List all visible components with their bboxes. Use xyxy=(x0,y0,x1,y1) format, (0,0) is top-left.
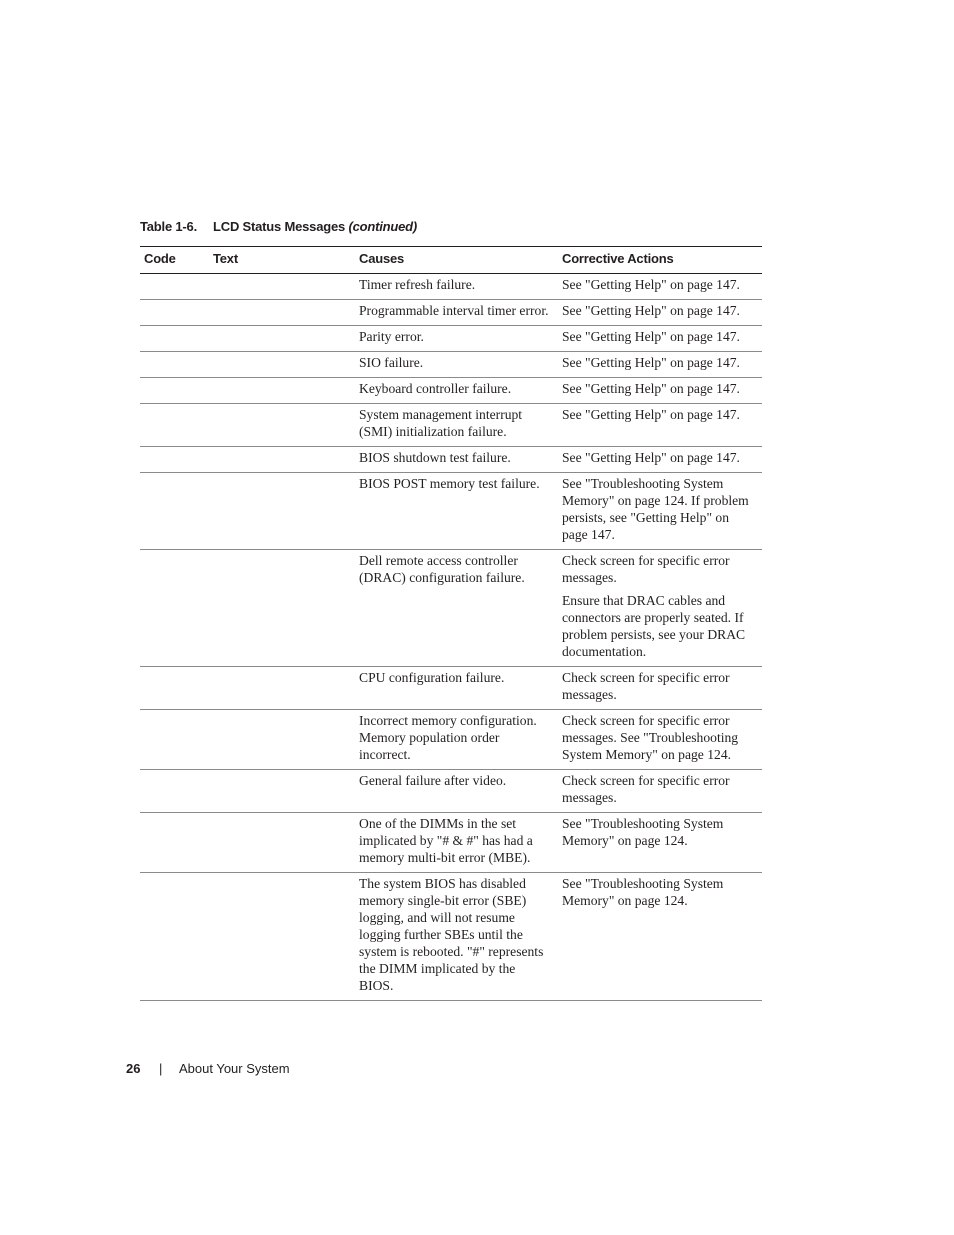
table-title: LCD Status Messages xyxy=(213,219,346,234)
text-cell xyxy=(209,326,355,352)
corrective-actions-cell xyxy=(558,667,762,710)
table-body xyxy=(140,274,762,1001)
code-cell xyxy=(140,473,209,550)
corrective-actions-cell xyxy=(558,300,762,326)
causes-cell: CPU configuration failure. xyxy=(355,667,558,710)
causes-cell: General failure after video. xyxy=(355,770,558,813)
code-cell xyxy=(140,873,209,1001)
table-row xyxy=(140,300,762,326)
corrective-action-paragraph: See "Getting Help" on page 147. xyxy=(562,303,740,318)
code-cell xyxy=(140,550,209,667)
causes-cell: Programmable interval timer error. xyxy=(355,300,558,326)
corrective-actions-cell xyxy=(558,326,762,352)
lcd-status-messages-table xyxy=(140,246,762,1001)
text-cell xyxy=(209,300,355,326)
text-cell xyxy=(209,447,355,473)
table-continued-label: (continued) xyxy=(348,219,418,234)
causes-cell: Incorrect memory configuration. Memory population order incorrect. xyxy=(355,710,558,770)
corrective-action-paragraph: Ensure that DRAC cables and connectors are properly seated. If problem persists, see your DRAC documentation. xyxy=(562,593,746,659)
corrective-actions-cell xyxy=(558,378,762,404)
causes-cell: SIO failure. xyxy=(355,352,558,378)
code-cell xyxy=(140,300,209,326)
page-footer xyxy=(126,1061,290,1076)
code-cell xyxy=(140,770,209,813)
table-row xyxy=(140,378,762,404)
causes-cell: The system BIOS has disabled memory single-bit error (SBE) logging, and will not resume logging further SBEs until the system is rebooted. "#" represents the DIMM implicated by the BIOS. xyxy=(355,873,558,1001)
code-cell xyxy=(140,667,209,710)
corrective-actions-cell xyxy=(558,770,762,813)
corrective-action-paragraph: See "Getting Help" on page 147. xyxy=(562,407,740,422)
text-cell xyxy=(209,473,355,550)
causes-cell: Parity error. xyxy=(355,326,558,352)
text-cell xyxy=(209,873,355,1001)
section-title: About Your System xyxy=(179,1061,290,1076)
causes-cell: One of the DIMMs in the set implicated by "# & #" has had a memory multi-bit error (MBE). xyxy=(355,813,558,873)
causes-cell: System management interrupt (SMI) initialization failure. xyxy=(355,404,558,447)
causes-cell: BIOS shutdown test failure. xyxy=(355,447,558,473)
table-header-row xyxy=(140,247,762,274)
code-cell xyxy=(140,710,209,770)
corrective-actions-cell xyxy=(558,873,762,1001)
text-cell xyxy=(209,710,355,770)
causes-cell: Keyboard controller failure. xyxy=(355,378,558,404)
header-code: Code xyxy=(140,247,209,274)
corrective-action-paragraph: See "Getting Help" on page 147. xyxy=(562,277,740,292)
causes-cell: Timer refresh failure. xyxy=(355,274,558,300)
table-row xyxy=(140,550,762,667)
table-row xyxy=(140,404,762,447)
header-causes: Causes xyxy=(355,247,558,274)
text-cell xyxy=(209,378,355,404)
corrective-action-paragraph: See "Troubleshooting System Memory" on page 124. xyxy=(562,816,724,848)
text-cell xyxy=(209,352,355,378)
corrective-action-paragraph: See "Troubleshooting System Memory" on page 124. If problem persists, see "Getting Help" on page 147. xyxy=(562,476,749,542)
code-cell xyxy=(140,378,209,404)
text-cell xyxy=(209,550,355,667)
code-cell xyxy=(140,274,209,300)
corrective-action-paragraph: Check screen for specific error messages. See "Troubleshooting System Memory" on page 124. xyxy=(562,713,739,762)
code-cell xyxy=(140,813,209,873)
table-row xyxy=(140,447,762,473)
corrective-action-paragraph: Check screen for specific error messages. xyxy=(562,670,730,702)
table-row xyxy=(140,326,762,352)
corrective-actions-cell xyxy=(558,447,762,473)
table-row xyxy=(140,274,762,300)
corrective-action-paragraph: See "Getting Help" on page 147. xyxy=(562,329,740,344)
table-row xyxy=(140,667,762,710)
corrective-action-paragraph: See "Getting Help" on page 147. xyxy=(562,381,740,396)
corrective-action-paragraph: See "Getting Help" on page 147. xyxy=(562,450,740,465)
text-cell xyxy=(209,667,355,710)
causes-cell: Dell remote access controller (DRAC) configuration failure. xyxy=(355,550,558,667)
table-row xyxy=(140,873,762,1001)
table-row xyxy=(140,710,762,770)
corrective-actions-cell xyxy=(558,473,762,550)
code-cell xyxy=(140,352,209,378)
code-cell xyxy=(140,404,209,447)
header-corrective-actions: Corrective Actions xyxy=(558,247,762,274)
table-caption xyxy=(140,219,417,234)
page-number: 26 xyxy=(126,1061,141,1076)
corrective-actions-cell xyxy=(558,710,762,770)
corrective-action-paragraph: See "Getting Help" on page 147. xyxy=(562,355,740,370)
table-number: Table 1-6. xyxy=(140,219,198,234)
text-cell xyxy=(209,813,355,873)
code-cell xyxy=(140,326,209,352)
table-row xyxy=(140,813,762,873)
footer-separator: | xyxy=(159,1061,163,1076)
text-cell xyxy=(209,770,355,813)
corrective-actions-cell xyxy=(558,550,762,667)
corrective-action-paragraph: See "Troubleshooting System Memory" on page 124. xyxy=(562,876,724,908)
corrective-action-paragraph: Check screen for specific error messages. xyxy=(562,553,730,585)
corrective-actions-cell xyxy=(558,404,762,447)
corrective-actions-cell xyxy=(558,352,762,378)
corrective-actions-cell xyxy=(558,813,762,873)
corrective-actions-cell xyxy=(558,274,762,300)
text-cell xyxy=(209,404,355,447)
code-cell xyxy=(140,447,209,473)
table-row xyxy=(140,770,762,813)
corrective-action-paragraph: Check screen for specific error messages. xyxy=(562,773,730,805)
table-row xyxy=(140,352,762,378)
table-row xyxy=(140,473,762,550)
causes-cell: BIOS POST memory test failure. xyxy=(355,473,558,550)
text-cell xyxy=(209,274,355,300)
header-text: Text xyxy=(209,247,355,274)
